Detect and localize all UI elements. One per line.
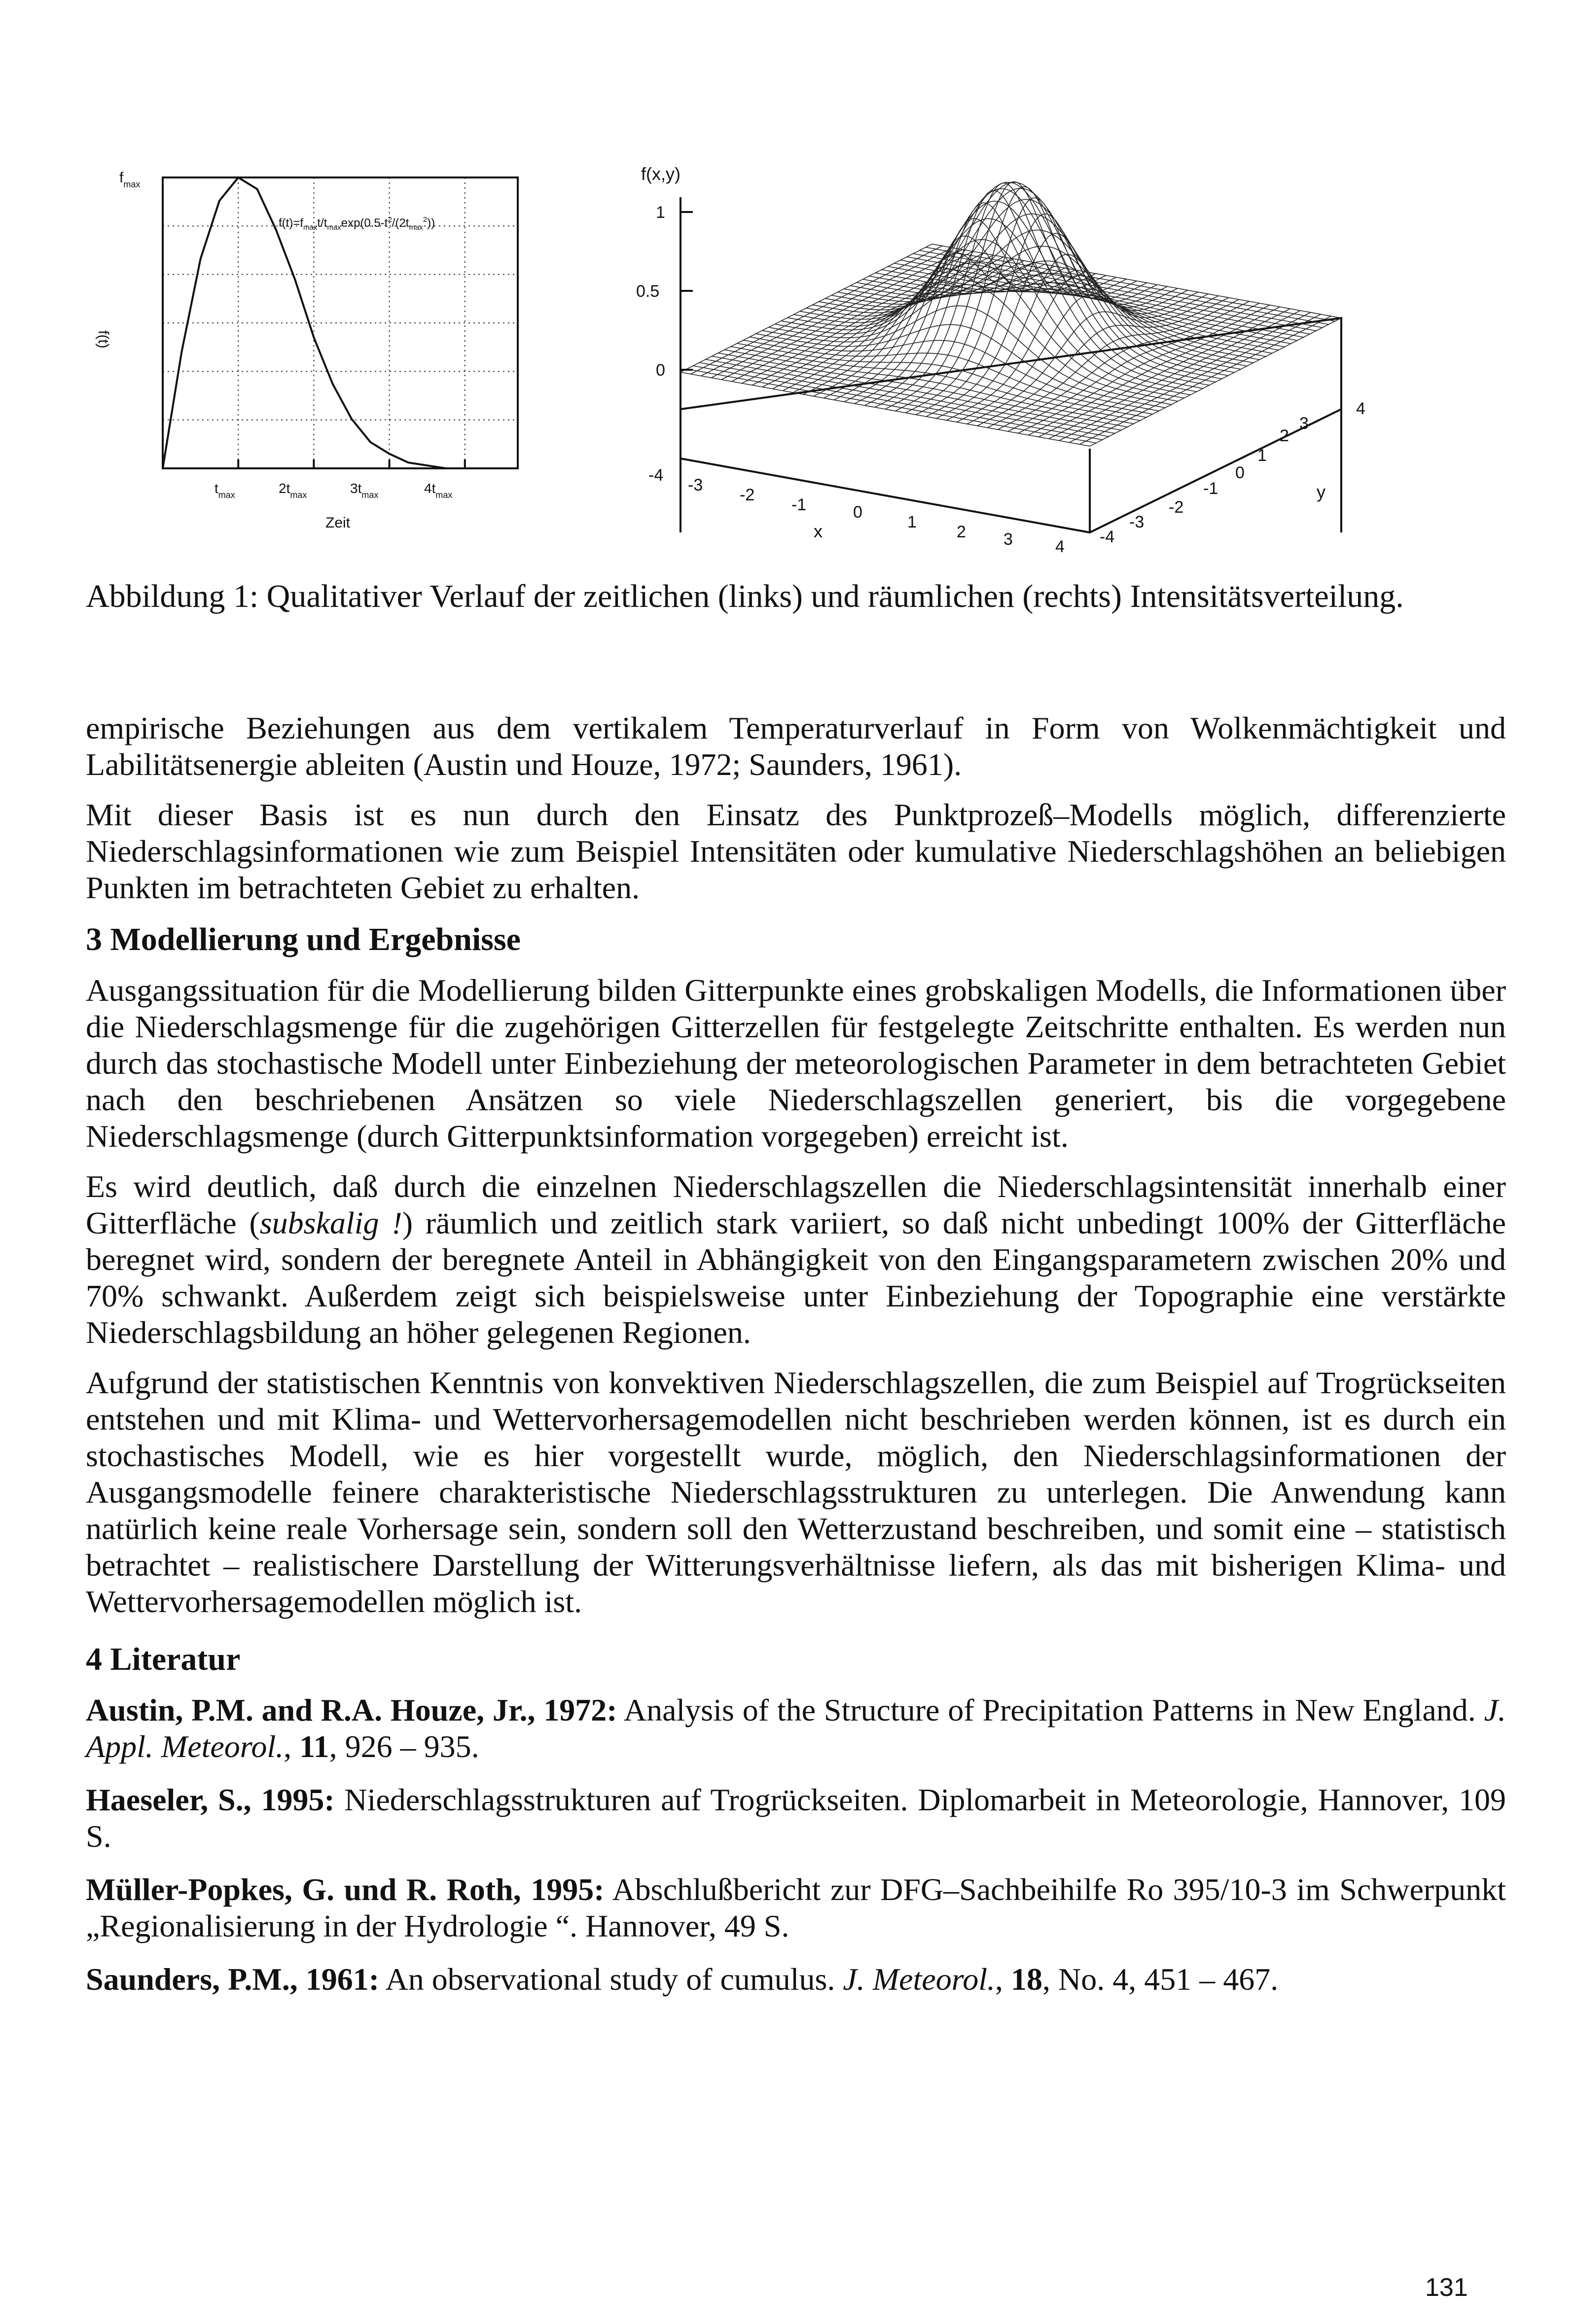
mesh-line-x	[1049, 311, 1300, 439]
reference	[86, 1871, 1506, 1944]
x-tick-3: $3t_{max}$	[350, 481, 379, 500]
x-tick-1: 1	[907, 513, 917, 531]
ref-author: Saunders, P.M., 1961:	[86, 1962, 380, 1997]
formula: $f(t)=f_{max}t/t_{max}\exp(0.5-t^2/(2t_{max}^2))$	[279, 215, 435, 232]
section-heading-4: 4 Literatur	[86, 1641, 241, 1677]
y-axis-label: f(t)	[95, 330, 111, 349]
paragraph: empirische Beziehungen aus dem vertikalem Temperaturverlauf in Form von Wolkenmächtigkeit und Labilitätsenergie ableiten (Austin und Houze, 1972; Saunders, 1961).	[86, 710, 1506, 782]
x-tick-0: 0	[853, 503, 862, 522]
ref-volume: 18	[1011, 1962, 1042, 1997]
ref-text: Niederschlagsstrukturen auf Trogrückseiten. Diplomarbeit in Meteorologie, Hannover, 109 S.	[86, 1782, 1506, 1854]
ref-journal: J. Meteorol.	[843, 1962, 995, 1997]
body-text	[86, 710, 1506, 2014]
ref-text: An observational study of cumulus.	[379, 1962, 843, 1997]
y-tick-fmax: $f_{max}$	[119, 170, 141, 189]
ref-text: ,	[995, 1962, 1011, 1997]
ref-text: , 926 – 935.	[329, 1729, 479, 1764]
mesh-line-x	[732, 253, 983, 382]
paragraph: Aufgrund der statistischen Kenntnis von konvektiven Niederschlagszellen, die zum Beispiel auf Trogrückseiten entstehen und mit Klima- und Wettervorhersagemodellen nicht beschrieben werden können, ist es durch ein stochastisches Modell, wie es hier vorgestellt wurde, möglich, den Niederschlagsinformationen der Ausgangsmodelle feinere charakteristische Niederschlagsstrukturen zu unterlegen. Die Anwendung kann natürlich keine reale Vorhersage sein, sondern soll den Wetterzustand beschreiben, und somit eine – statistisch betrachtet – realistischere Darstellung der Witterungsverhältnisse liefern, als das mit bisherigen Klima- und Wettervorhersagemodellen möglich ist.	[86, 1365, 1506, 1619]
y-tick-4: 4	[1356, 399, 1365, 418]
x-tick-m2: -2	[740, 486, 755, 504]
mesh-line-x	[1008, 303, 1259, 431]
y-tick-2: 2	[1280, 426, 1289, 445]
ref-text: Abschlußbericht zur DFG–Sachbeihilfe Ro 395/10-3 im Schwerpunkt „Regionalisierung in der Hydrologie “. Hannover, 49 S.	[86, 1872, 1506, 1943]
x-tick-1: $t_{max}$	[215, 481, 235, 500]
z-tick-05: 0.5	[636, 282, 660, 301]
x-tick-2: 2	[957, 523, 966, 541]
y-tick-1: 1	[1257, 446, 1267, 465]
reference	[86, 1782, 1506, 1855]
ref-author: Müller-Popkes, G. und R. Roth, 1995:	[86, 1872, 605, 1907]
ref-author: Austin, P.M. and R.A. Houze, Jr., 1972:	[86, 1692, 617, 1727]
reference	[86, 1692, 1506, 1765]
x-tick-3: 3	[1003, 530, 1013, 549]
y-tick-m3: -3	[1129, 513, 1145, 531]
reference	[86, 1961, 1506, 1998]
mesh-line-x	[814, 268, 1065, 396]
figure-time-intensity	[74, 143, 533, 572]
y-tick-m1: -1	[1203, 479, 1218, 498]
mesh-line-x	[834, 236, 1085, 400]
page-number: 131	[1425, 2273, 1468, 2302]
mesh-line-x	[855, 203, 1106, 404]
x-axis-label: Zeit	[325, 515, 351, 531]
z-tick-base: -4	[648, 466, 664, 485]
z-tick-1: 1	[656, 203, 665, 222]
y-tick-3: 3	[1299, 414, 1309, 433]
text: Es wird deutlich, daß durch die einzelnen Niederschlagszellen die Niederschlagsintensität innerhalb einer Gitterfläche (	[86, 1169, 1506, 1240]
mesh-line-x	[1079, 316, 1331, 444]
ref-text: , No. 4, 451 – 467.	[1042, 1962, 1279, 1997]
intensity-curve	[163, 177, 502, 468]
x-tick-4: 4	[1055, 537, 1065, 556]
z-tick-0: 0	[656, 361, 665, 380]
x-axis-label: x	[814, 521, 823, 541]
y-tick-0: 0	[1235, 463, 1245, 482]
z-ticks	[680, 212, 693, 370]
mesh-line-x	[967, 296, 1218, 424]
ref-volume: 11	[299, 1729, 329, 1764]
y-axis-label: y	[1317, 482, 1325, 502]
x-tick-2: $2t_{max}$	[279, 481, 307, 500]
y-tick-m2: -2	[1169, 498, 1184, 517]
grid	[163, 177, 518, 468]
mesh-line-x	[988, 300, 1239, 428]
z-axis-label: f(x,y)	[641, 164, 680, 184]
mesh-line-x	[711, 249, 963, 378]
figure-caption: Abbildung 1: Qualitativer Verlauf der zeitlichen (links) und räumlichen (rechts) Intensitätsverteilung.	[86, 578, 1404, 614]
x-tick-4: $4t_{max}$	[424, 481, 453, 500]
paragraph: Ausgangssituation für die Modellierung bilden Gitterpunkte eines grobskaligen Modells, die Informationen über die Niederschlagsmenge für die zugehörigen Gitterzellen für festgelegte Zeitschritte enthalten. Es werden nun durch das stochastische Modell unter Einbeziehung der meteorologischen Parameter in dem betrachteten Gebiet nach den beschriebenen Ansätzen so viele Niederschlagszellen generiert, bis die vorgegebene Niederschlagsmenge (durch Gitterpunktsinformation vorgegeben) erreicht ist.	[86, 973, 1506, 1154]
text: ) räumlich und zeitlich stark variiert, so daß nicht unbedingt 100% der Gitterfläche beregnet wird, sondern der beregnete Anteil in Abhängigkeit von den Eingangsparametern zwischen 20% und 70% schwankt. Außerdem zeigt sich beispielsweise unter Einbeziehung der Topographie eine verstärkte Niederschlagsbildung an höher gelegenen Regionen.	[86, 1205, 1506, 1350]
mesh-line-x	[1029, 307, 1280, 435]
ref-journal: J. Appl. Meteorol.	[86, 1692, 1506, 1764]
italic-text: subskalig !	[259, 1205, 402, 1240]
ref-text: ,	[284, 1729, 300, 1764]
ref-author: Haeseler, S., 1995:	[86, 1782, 335, 1817]
paragraph	[86, 1168, 1506, 1351]
section-heading-3: 3 Modellierung und Ergebnisse	[86, 921, 521, 957]
figure-spatial-intensity	[607, 143, 1474, 572]
paragraph: Mit dieser Basis ist es nun durch den Einsatz des Punktprozeß–Modells möglich, differenzierte Niederschlagsinformationen wie zum Beispiel Intensitäten oder kumulative Niederschlagshöhen an beliebigen Punkten im betrachteten Gebiet zu erhalten.	[86, 797, 1506, 905]
x-tick-m1: -1	[791, 495, 807, 514]
ref-text: Analysis of the Structure of Precipitation Patterns in New England.	[617, 1692, 1484, 1727]
y-tick-m4: -4	[1100, 528, 1115, 546]
x-tick-m3: -3	[688, 476, 703, 494]
gaussian-surface	[680, 181, 1341, 446]
